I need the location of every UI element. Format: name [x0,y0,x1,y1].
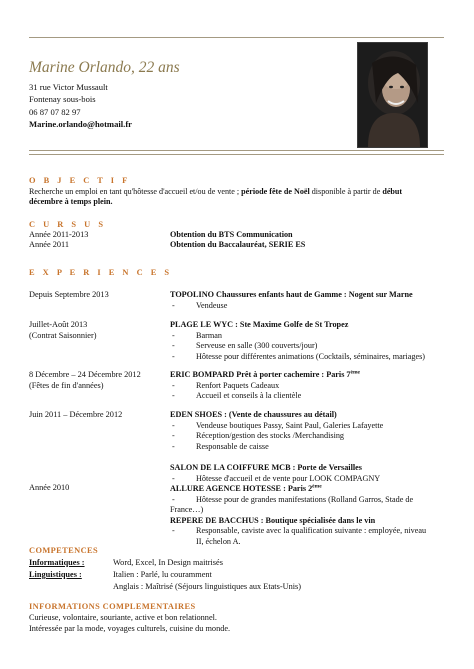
exp-4-bullet-2: - Réception/gestion des stocks /Merchandising [170,431,450,442]
exp-1-bullet-1: - Vendeuse [170,301,450,312]
exp-4-bullet-3: - Responsable de caisse [170,442,450,453]
cursus-desc-1: Obtention du BTS Communication [170,230,293,239]
exp-date-4: Juin 2011 – Décembre 2012 [29,410,123,419]
exp-date-3: 8 Décembre – 24 Décembre 2012 (Fêtes de fin d'années) [29,370,141,390]
exp-2-bullet-1: - Barman [170,331,450,342]
exp-2-bullet-2: - Serveuse en salle (300 couverts/jour) [170,341,450,352]
header-rule-1 [29,150,444,151]
objectif-line-2: décembre à temps plein. [29,197,113,206]
exp-entry-1: TOPOLINO Chaussures enfants haut de Gamme : Nogent sur Marne - Vendeuse [170,290,450,311]
exp-date-2: Juillet-Août 2013 (Contrat Saisonnier) [29,320,97,340]
exp-3-bullet-1: - Renfort Paquets Cadeaux [170,381,450,392]
exp-3-bullet-2: - Accueil et conseils à la clientèle [170,391,450,402]
competence-ling-label: Linguistiques : [29,570,82,579]
exp-entry-5: SALON DE LA COIFFURE MCB : Porte de Versailles - Hôtesse d'accueil et de vente pour LOOK COMPAGNY ALLURE AGENCE HOTESSE : Paris 2ème - Hôtesse pour de grandes manifestations (Rolland Garros, Stade de France…) REPERE DE BACCHUS : Boutique spécialisée dans le vin - Responsable, caviste avec la qualification suivante : employée, niveau II, échelon A. [170,463,450,547]
exp-date-1: Depuis Septembre 2013 [29,290,109,299]
cursus-desc-2: Obtention du Baccalauréat, SERIE ES [170,240,306,249]
section-title-cursus: C U R S U S [29,220,106,229]
infos-line-1: Curieuse, volontaire, souriante, active et bon relationnel. [29,613,218,622]
phone: 06 87 07 82 97 [29,106,81,117]
competence-info-value: Word, Excel, In Design maitrisés [113,558,223,567]
exp-5-bullet-2: - Hôtesse pour de grandes manifestations (Rolland Garros, Stade de France…) [170,495,450,516]
exp-4-bullet-1: - Vendeuse boutiques Passy, Saint Paul, Galeries Lafayette [170,421,450,432]
objectif-line-1: Recherche un emploi en tant qu'hôtesse d'accueil et/ou de vente ; période fête de Noël disponible à partir de début [29,187,403,196]
section-title-objectif: O B J E C T I F [29,176,131,185]
competence-info-label: Informatiques : [29,558,85,567]
exp-entry-4: EDEN SHOES : (Vente de chaussures au détail) - Vendeuse boutiques Passy, Saint Paul, Galeries Lafayette - Réception/gestion des stocks /Merchandising - Responsable de caisse [170,410,450,452]
cursus-year-2: Année 2011 [29,240,70,249]
exp-date-5: Année 2010 [29,483,70,492]
header-rule-2 [29,154,444,155]
exp-entry-3: ERIC BOMPARD Prêt à porter cachemire : Paris 7ème - Renfort Paquets Cadeaux - Accueil et conseils à la clientèle [170,370,450,402]
top-rule [29,37,444,38]
infos-line-2: Intéressée par la mode, voyages culturels, cuisine du monde. [29,624,231,633]
contact-block [29,81,132,131]
exp-2-bullet-3: - Hôtesse pour différentes animations (Cocktails, séminaires, mariages) [170,352,450,363]
cursus-year-1: Année 2011-2013 [29,230,89,239]
city: Fontenay sous-bois [29,94,96,105]
candidate-name: Marine Orlando, 22 ans [29,59,180,76]
email: Marine.orlando@hotmail.fr [29,119,132,130]
section-title-experiences: E X P E R I E N C E S [29,268,173,277]
profile-photo [357,42,428,148]
section-title-infos: INFORMATIONS COMPLEMENTAIRES [29,602,196,611]
competence-ling-value-1: Italien : Parlé, lu couramment [113,570,212,579]
competence-ling-value-2: Anglais : Maîtrisé (Séjours linguistiques aux Etats-Unis) [113,582,302,591]
exp-5-bullet-1: - Hôtesse d'accueil et de vente pour LOOK COMPAGNY [170,474,450,485]
address: 31 rue Victor Mussault [29,82,108,92]
exp-5-bullet-3: - Responsable, caviste avec la qualification suivante : employée, niveau II, échelon A. [170,526,450,547]
section-title-competences: COMPETENCES [29,546,99,555]
exp-entry-2: PLAGE LE WYC : Ste Maxime Golfe de St Tropez - Barman - Serveuse en salle (300 couverts/jour) - Hôtesse pour différentes animations (Cocktails, séminaires, mariages) [170,320,450,362]
